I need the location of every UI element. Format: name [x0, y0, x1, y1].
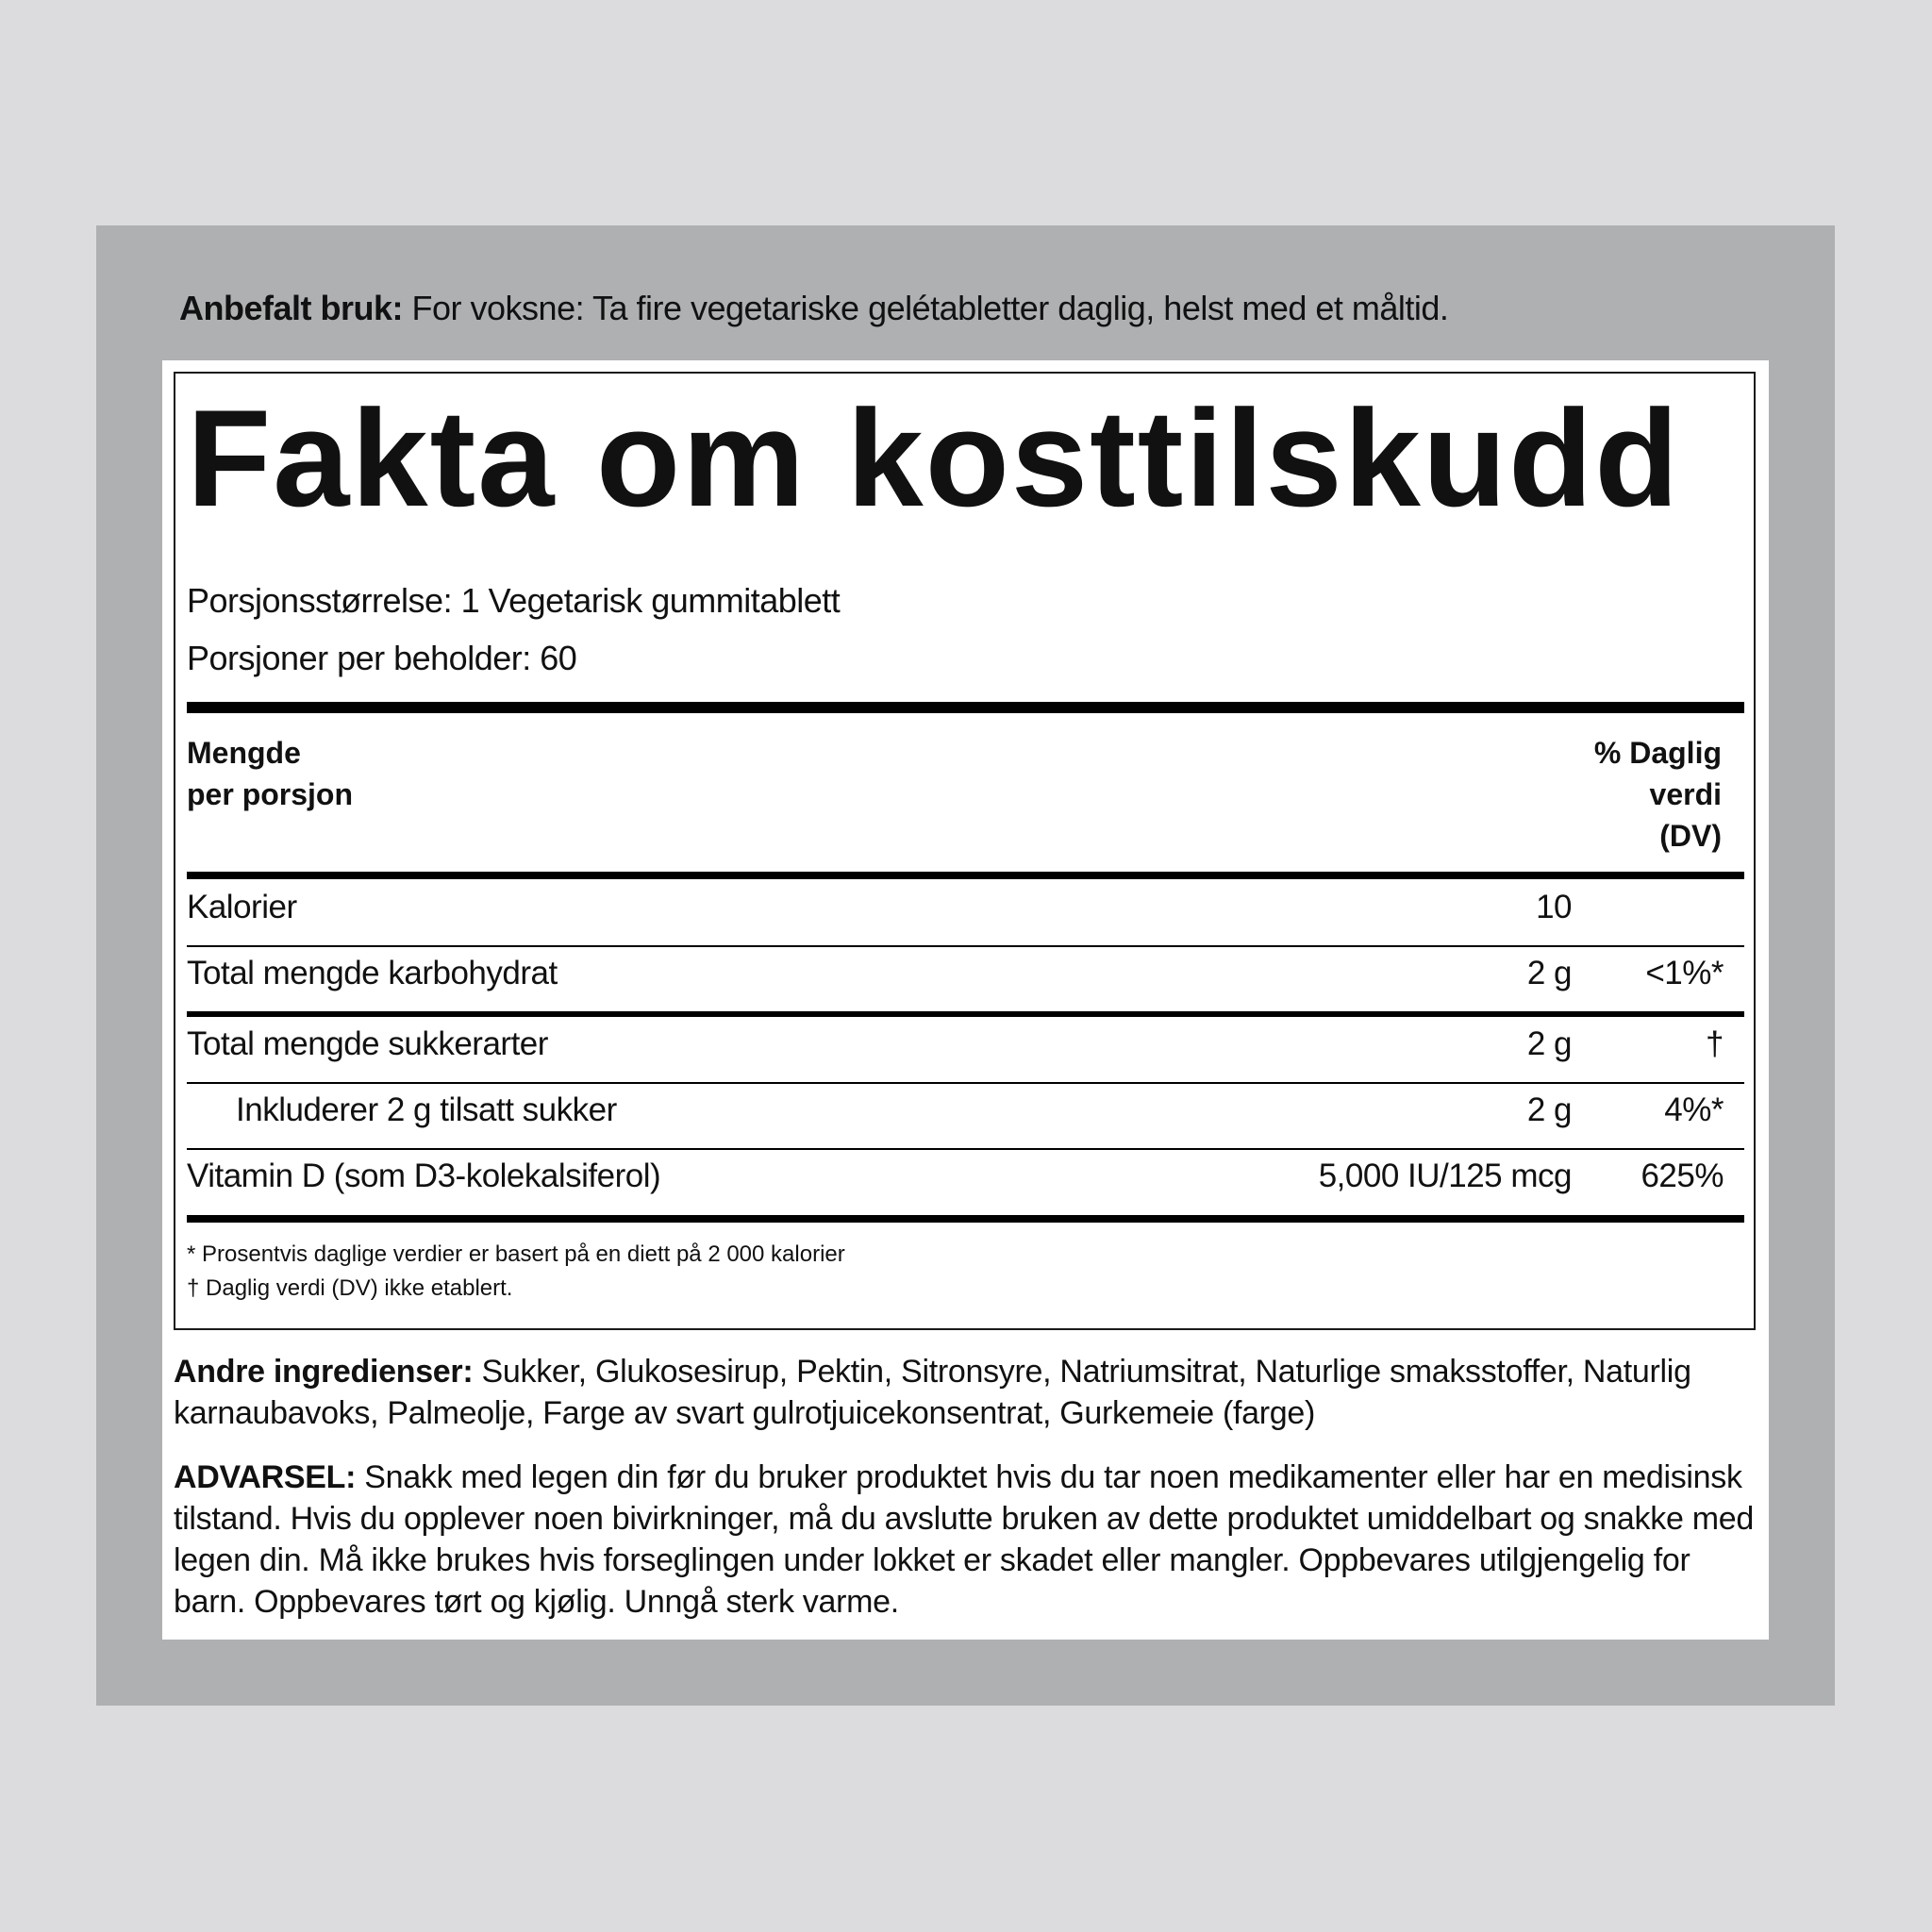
- row-amount-calories: 10: [1536, 889, 1572, 925]
- recommended-use-label: Anbefalt bruk:: [179, 289, 404, 327]
- other-ingredients-text: Sukker, Glukosesirup, Pektin, Sitronsyre, Natriumsitrat, Naturlige smaksstoffer, Naturlig karnaubavoks, Palmeolje, Farge av svart gulrotjuicekonsentrat, Gurkemeie (farge): [174, 1354, 1691, 1431]
- warning: [174, 1457, 1758, 1623]
- serving-size: Porsjonsstørrelse: 1 Vegetarisk gummitablett: [187, 581, 841, 620]
- warning-label: ADVARSEL:: [174, 1459, 357, 1495]
- row-amount-vitamin-d: 5,000 IU/125 mcg: [1318, 1158, 1572, 1194]
- daily-value-header: [1594, 732, 1722, 857]
- row-dv-added-sugars: 4%*: [1664, 1091, 1724, 1128]
- row-amount-added-sugars: 2 g: [1526, 1091, 1572, 1128]
- thick-rule-top: [187, 702, 1744, 713]
- row-dv-sugars: †: [1706, 1025, 1724, 1062]
- header-amount-line1: Mengde: [187, 736, 301, 770]
- row-name-added-sugars: Inkluderer 2 g tilsatt sukker: [236, 1091, 617, 1128]
- other-ingredients: [174, 1351, 1758, 1434]
- supplement-facts-box: [174, 372, 1756, 1330]
- footnote-daily-values: * Prosentvis daglige verdier er basert på en diett på 2 000 kalorier: [187, 1241, 845, 1267]
- row-name-vitamin-d: Vitamin D (som D3-kolekalsiferol): [187, 1158, 661, 1194]
- row-name-calories: Kalorier: [187, 889, 297, 925]
- other-ingredients-label: Andre ingredienser:: [174, 1354, 474, 1390]
- warning-text: Snakk med legen din før du bruker produktet hvis du tar noen medikamenter eller har en medisinsk tilstand. Hvis du opplever noen bivirkninger, må du avslutte bruken av dette produktet umiddelbart og snakke med legen din. Må ikke brukes hvis forseglingen under lokket er skadet eller mangler. Oppbevares utilgjengelig for barn. Oppbevares tørt og kjølig. Unngå sterk varme.: [174, 1459, 1754, 1620]
- row-amount-sugars: 2 g: [1526, 1025, 1572, 1062]
- row-dv-carbohydrate: <1%*: [1645, 955, 1724, 991]
- row-divider: [187, 945, 1744, 947]
- row-name-carbohydrate: Total mengde karbohydrat: [187, 955, 558, 991]
- amount-per-serving-header: [187, 732, 353, 815]
- header-dv-line2: verdi: [1649, 777, 1722, 811]
- row-divider: [187, 1148, 1744, 1150]
- header-dv-line3: (DV): [1659, 819, 1722, 853]
- row-name-sugars: Total mengde sukkerarter: [187, 1025, 548, 1062]
- thick-rule-bottom: [187, 1215, 1744, 1223]
- row-divider-thick: [187, 1011, 1744, 1017]
- recommended-use-text: For voksne: Ta fire vegetariske gelétabletter daglig, helst med et måltid.: [403, 289, 1449, 327]
- facts-title: Fakta om kosttilskudd: [187, 381, 1681, 535]
- header-amount-line2: per porsjon: [187, 777, 354, 811]
- row-amount-carbohydrate: 2 g: [1526, 955, 1572, 991]
- row-dv-vitamin-d: 625%: [1641, 1158, 1724, 1194]
- row-divider: [187, 1082, 1744, 1084]
- thick-rule-header: [187, 872, 1744, 879]
- servings-per-container: Porsjoner per beholder: 60: [187, 639, 577, 677]
- header-dv-line1: % Daglig: [1593, 736, 1722, 770]
- footnote-not-established: † Daglig verdi (DV) ikke etablert.: [187, 1275, 513, 1301]
- recommended-use: [179, 289, 1448, 328]
